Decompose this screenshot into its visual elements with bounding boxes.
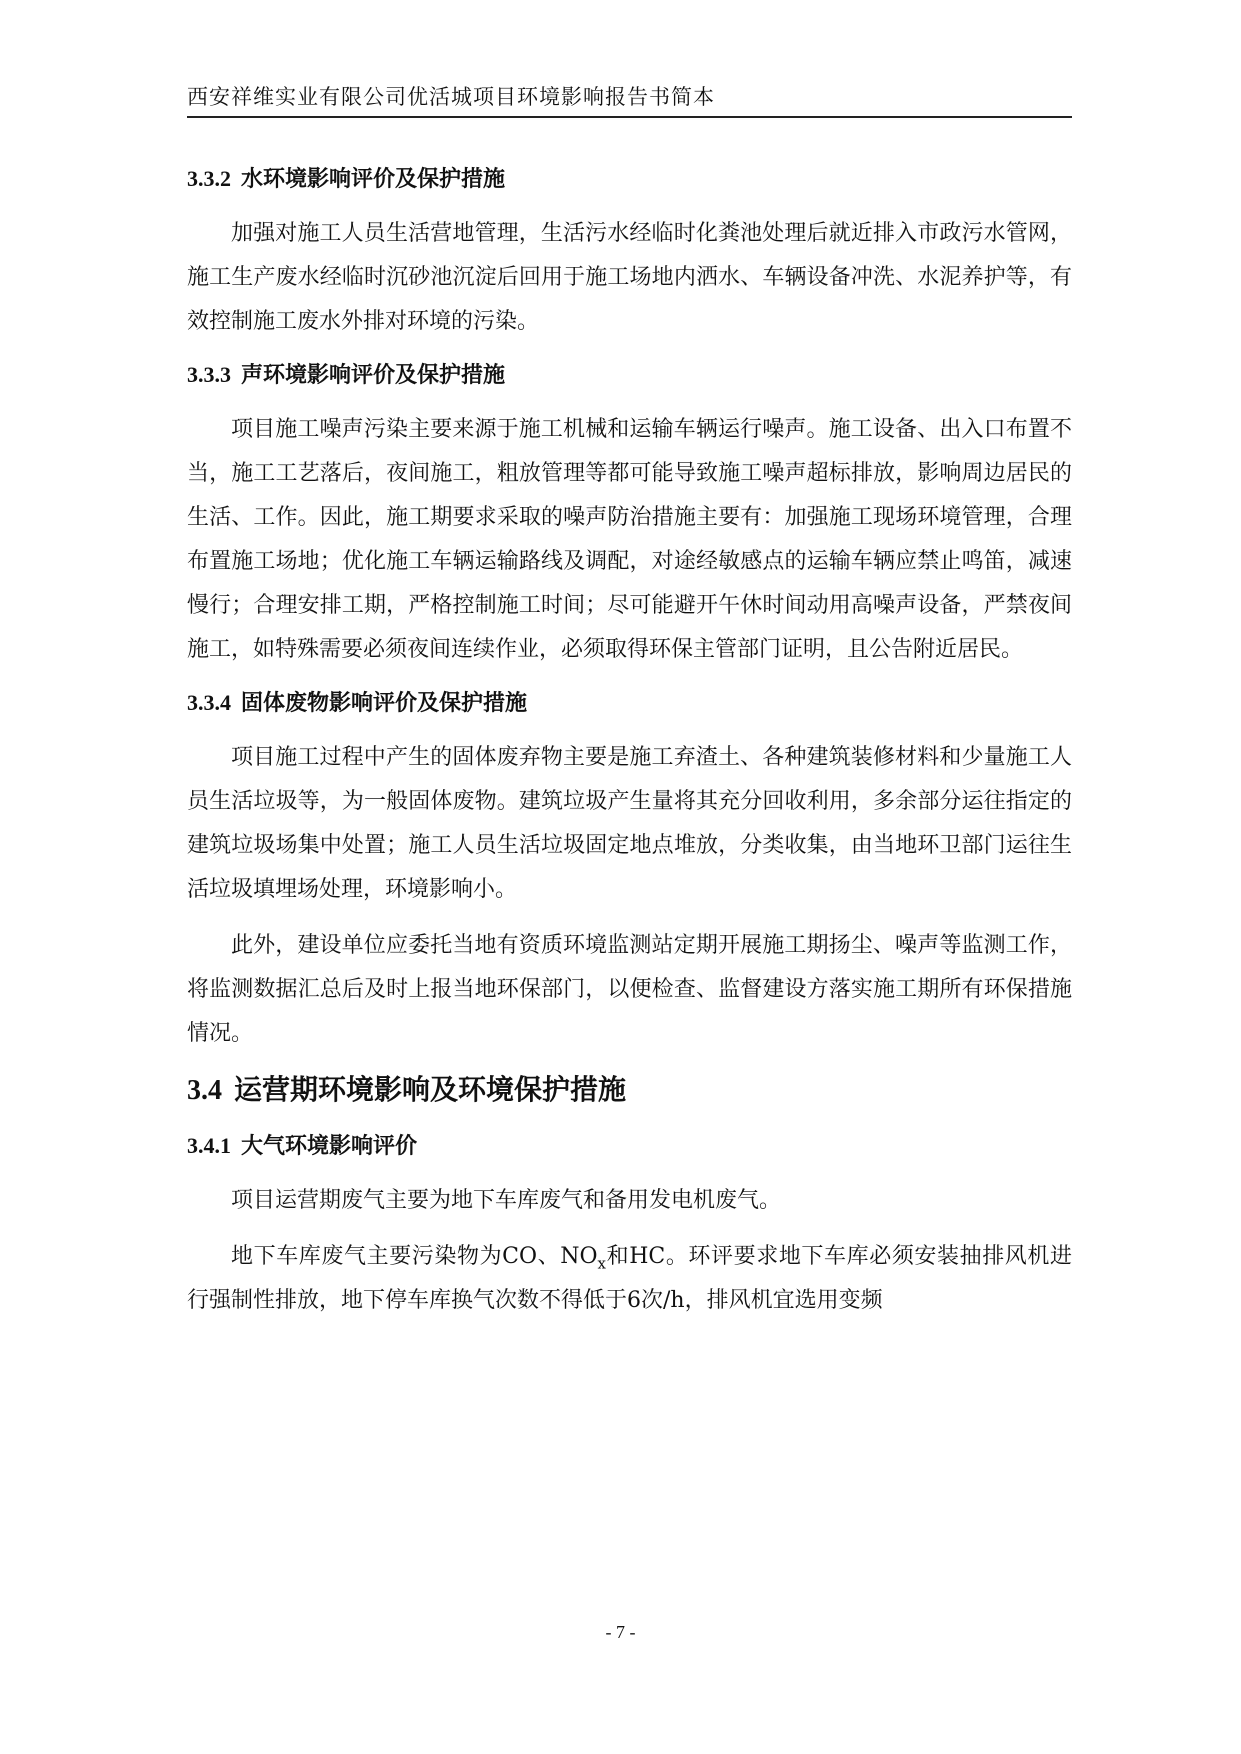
section-title: 大气环境影响评价 [241, 1133, 418, 1159]
section-heading-3-3-2 [187, 160, 1072, 198]
section-heading-3-4 [187, 1068, 1072, 1113]
section-title: 运营期环境影响及环境保护措施 [234, 1073, 627, 1106]
subscript: x [597, 1254, 607, 1273]
section-title: 声环境影响评价及保护措施 [241, 362, 506, 388]
section-heading-3-3-3 [187, 356, 1072, 394]
section-title: 水环境影响评价及保护措施 [241, 166, 506, 192]
section-number: 3.4.1 [187, 1133, 231, 1158]
paragraph: 项目运营期废气主要为地下车库废气和备用发电机废气。 [231, 1188, 782, 1213]
paragraph-text: 和HC。环评要求地下车库必须安装抽排风机进行强制性排放，地下停车库换气次数不得低于6次/h，排风机宜选用变频 [187, 1244, 1073, 1313]
section-heading-3-4-1 [187, 1127, 1072, 1165]
section-number: 3.3.4 [187, 690, 231, 715]
page-number: - 7 - [605, 1622, 636, 1642]
paragraph: 项目施工过程中产生的固体废弃物主要是施工弃渣土、各种建筑装修材料和少量施工人员生活垃圾等，为一般固体废物。建筑垃圾产生量将其充分回收利用，多余部分运往指定的建筑垃圾场集中处置；施工人员生活垃圾固定地点堆放，分类收集，由当地环卫部门运往生活垃圾填埋场处理，环境影响小。 [187, 745, 1072, 902]
paragraph-text: 地下车库废气主要污染物为CO、NO [231, 1244, 598, 1269]
page-body [187, 160, 1072, 1335]
paragraph: 此外，建设单位应委托当地有资质环境监测站定期开展施工期扬尘、噪声等监测工作，将监测数据汇总后及时上报当地环保部门，以便检查、监督建设方落实施工期所有环保措施情况。 [187, 933, 1072, 1046]
paragraph: 加强对施工人员生活营地管理，生活污水经临时化粪池处理后就近排入市政污水管网，施工生产废水经临时沉砂池沉淀后回用于施工场地内洒水、车辆设备冲洗、水泥养护等，有效控制施工废水外排对环境的污染。 [187, 221, 1072, 334]
section-heading-3-3-4 [187, 684, 1072, 722]
section-number: 3.4 [187, 1075, 222, 1106]
section-title: 固体废物影响评价及保护措施 [241, 690, 528, 716]
section-number: 3.3.3 [187, 362, 231, 387]
header-rule [187, 116, 1072, 118]
paragraph [187, 1235, 1072, 1323]
paragraph: 项目施工噪声污染主要来源于施工机械和运输车辆运行噪声。施工设备、出入口布置不当，施工工艺落后，夜间施工，粗放管理等都可能导致施工噪声超标排放，影响周边居民的生活、工作。因此，施工期要求采取的噪声防治措施主要有：加强施工现场环境管理，合理布置施工场地；优化施工车辆运输路线及调配，对途经敏感点的运输车辆应禁止鸣笛，减速慢行；合理安排工期，严格控制施工时间；尽可能避开午休时间动用高噪声设备，严禁夜间施工，如特殊需要必须夜间连续作业，必须取得环保主管部门证明，且公告附近居民。 [187, 417, 1072, 662]
running-header: 西安祥维实业有限公司优活城项目环境影响报告书简本 [187, 85, 715, 109]
section-number: 3.3.2 [187, 166, 231, 191]
